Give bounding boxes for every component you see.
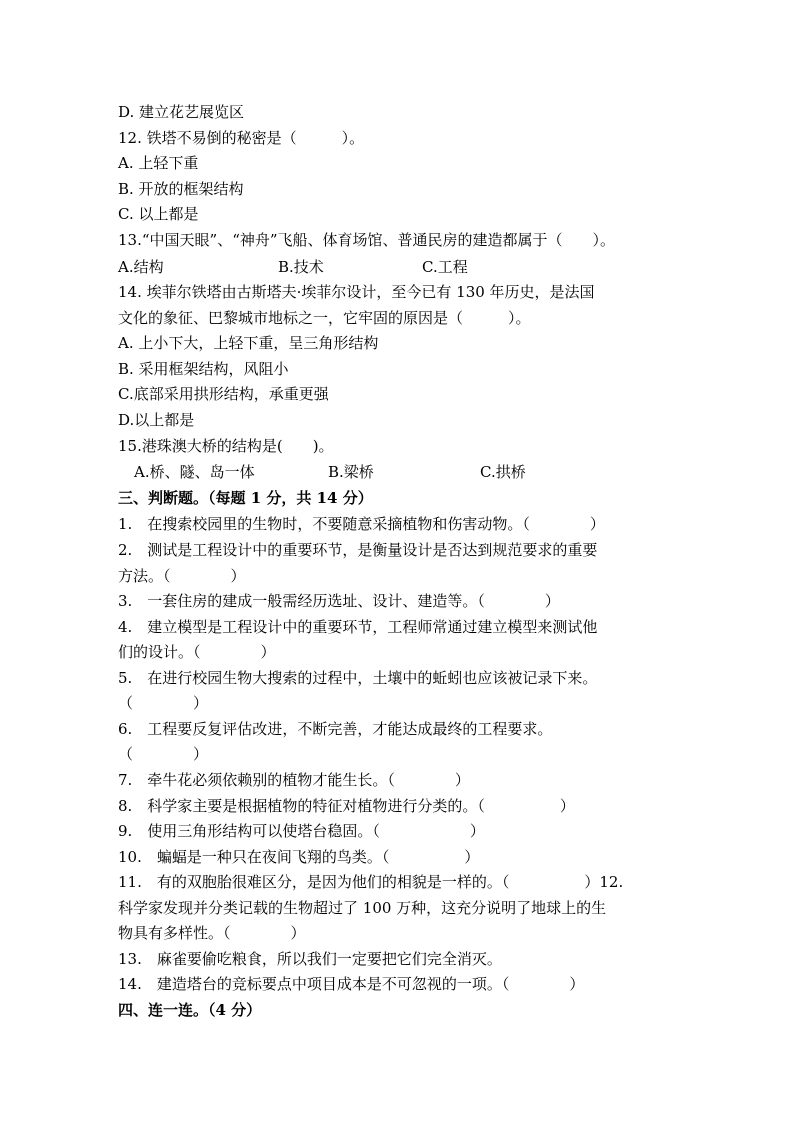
- q12-option-b: B. 开放的框架结构: [118, 180, 244, 198]
- q12-option-a: A. 上轻下重: [118, 154, 199, 172]
- judgement-2-line2: 方法。（ ）: [118, 567, 246, 585]
- judgement-6-line2: （ ）: [118, 745, 209, 763]
- judgement-5-line1: 5. 在进行校园生物大搜索的过程中，土壤中的蚯蚓也应该被记录下来。: [118, 669, 598, 687]
- q14-option-c: C.底部采用拱形结构，承重更强: [118, 385, 329, 403]
- judgement-1: 1. 在搜索校园里的生物时，不要随意采摘植物和伤害动物。（ ）: [118, 515, 605, 533]
- q11-option-d: D. 建立花艺展览区: [118, 103, 245, 121]
- judgement-12-line2: 科学家发现并分类记载的生物超过了 100 万种，这充分说明了地球上的生: [118, 899, 607, 917]
- q13-option-b: B.技术: [278, 258, 324, 276]
- judgement-13: 13. 麻雀要偷吃粮食，所以我们一定要把它们完全消灭。: [118, 950, 502, 968]
- judgement-6-line1: 6. 工程要反复评估改进，不断完善，才能达成最终的工程要求。: [118, 720, 553, 738]
- q14-option-d: D.以上都是: [118, 411, 195, 429]
- judgement-8: 8. 科学家主要是根据植物的特征对植物进行分类的。（ ）: [118, 797, 575, 815]
- q15-option-b: B.梁桥: [328, 463, 374, 481]
- q14-option-a: A. 上小下大，上轻下重，呈三角形结构: [118, 334, 379, 352]
- q14-stem-line2: 文化的象征、巴黎城市地标之一，它牢固的原因是（ ）。: [118, 309, 531, 327]
- judgement-7: 7. 牵牛花必须依赖别的植物才能生长。（ ）: [118, 771, 470, 789]
- q12-option-c: C. 以上都是: [118, 205, 199, 223]
- q13-options: [118, 257, 678, 277]
- q13-option-c: C.工程: [422, 258, 468, 276]
- section-4-title: 四、连一连。（4 分）: [118, 1001, 262, 1019]
- judgement-4-line2: 们的设计。（ ）: [118, 643, 276, 661]
- judgement-11-12-line1: 11. 有的双胞胎很难区分，是因为他们的相貌是一样的。（ ）12.: [118, 873, 624, 891]
- q14-option-b: B. 采用框架结构，风阻小: [118, 360, 289, 378]
- q14-stem-line1: 14. 埃菲尔铁塔由古斯塔夫·埃菲尔设计，至今已有 130 年历史，是法国: [118, 283, 595, 301]
- q15-stem: 15.港珠澳大桥的结构是( )。: [118, 437, 334, 455]
- judgement-5-line2: （ ）: [118, 694, 209, 712]
- q15-option-a: A.桥、隧、岛一体: [134, 463, 255, 481]
- judgement-9: 9. 使用三角形结构可以使塔台稳固。（ ）: [118, 822, 485, 840]
- judgement-12-line3: 物具有多样性。（ ）: [118, 924, 306, 942]
- q12-stem: 12. 铁塔不易倒的秘密是（ ）。: [118, 129, 365, 147]
- q13-option-a: A.结构: [118, 258, 164, 276]
- judgement-10: 10. 蝙蝠是一种只在夜间飞翔的鸟类。（ ）: [118, 848, 480, 866]
- q15-options: [118, 462, 678, 482]
- q15-option-c: C.拱桥: [480, 463, 526, 481]
- q13-stem: 13.“中国天眼”、“神舟”飞船、体育场馆、普通民房的建造都属于（ ）。: [118, 231, 616, 249]
- judgement-14: 14. 建造塔台的竞标要点中项目成本是不可忽视的一项。（ ）: [118, 975, 585, 993]
- section-3-title: 三、判断题。（每题 1 分，共 14 分）: [118, 489, 373, 507]
- judgement-2-line1: 2. 测试是工程设计中的重要环节，是衡量设计是否达到规范要求的重要: [118, 541, 598, 559]
- judgement-4-line1: 4. 建立模型是工程设计中的重要环节，工程师常通过建立模型来测试他: [118, 618, 598, 636]
- judgement-3: 3. 一套住房的建成一般需经历选址、设计、建造等。（ ）: [118, 592, 560, 610]
